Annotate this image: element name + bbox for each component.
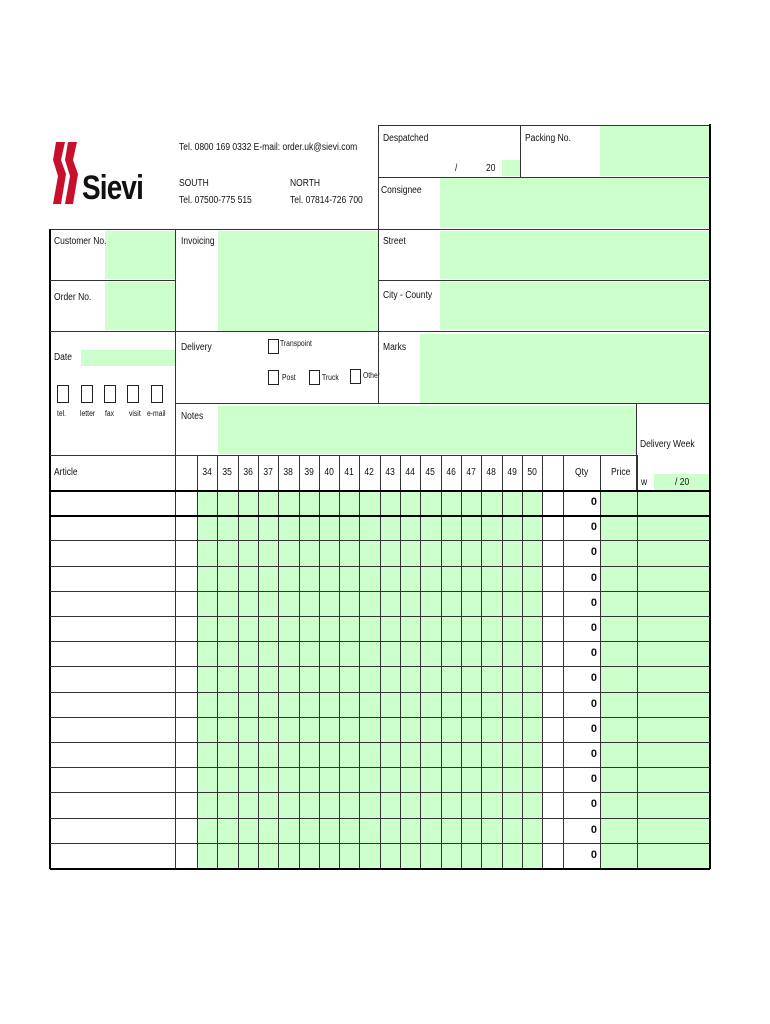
- invoicing-label: Invoicing: [181, 236, 215, 247]
- size-header-46: 46: [446, 467, 456, 478]
- fax-checkbox[interactable]: [104, 385, 116, 403]
- customer-no-label: Customer No.: [54, 236, 107, 247]
- notes-label: Notes: [181, 411, 204, 422]
- size-header-35: 35: [222, 467, 233, 478]
- date-label: Date: [54, 352, 72, 363]
- delivery-label: Delivery: [181, 342, 212, 353]
- order-no-field[interactable]: [105, 282, 175, 330]
- order-no-label: Order No.: [54, 292, 92, 303]
- size-header-44: 44: [405, 467, 415, 478]
- city-county-field[interactable]: [440, 282, 710, 330]
- despatched-label: Despatched: [383, 133, 429, 144]
- size-header-41: 41: [344, 467, 354, 478]
- qty-value: 0: [590, 571, 597, 584]
- size-header-42: 42: [364, 467, 375, 478]
- size-header-45: 45: [425, 467, 436, 478]
- price-header: Price: [611, 467, 631, 478]
- qty-value: 0: [590, 773, 597, 786]
- size-header-40: 40: [324, 467, 334, 478]
- email-label: e-mail: [147, 409, 166, 418]
- consignee-label: Consignee: [381, 185, 422, 196]
- size-header-43: 43: [385, 467, 395, 478]
- post-checkbox[interactable]: [268, 370, 279, 385]
- date-slash: /: [455, 163, 458, 174]
- marks-label: Marks: [383, 342, 407, 353]
- qty-value: 0: [590, 748, 597, 760]
- qty-value: 0: [590, 672, 597, 685]
- south-tel: Tel. 07500-775 515: [179, 195, 252, 206]
- letter-label: letter: [80, 409, 96, 418]
- qty-value: 0: [590, 496, 597, 508]
- size-header-38: 38: [283, 467, 294, 478]
- qty-value: 0: [590, 546, 597, 559]
- date-year: 20: [486, 163, 496, 174]
- qty-value: 0: [590, 647, 597, 660]
- despatched-year-field[interactable]: [502, 160, 520, 176]
- tel-checkbox[interactable]: [57, 385, 69, 403]
- consignee-field[interactable]: [440, 178, 710, 228]
- transpoint-label: Transpoint: [280, 339, 312, 348]
- size-header-39: 39: [303, 467, 314, 478]
- date-field[interactable]: [81, 350, 175, 366]
- sievi-logo: [50, 140, 160, 210]
- size-header-34: 34: [202, 467, 212, 478]
- contact-line: Tel. 0800 169 0332 E-mail: order.uk@sievi.com: [179, 142, 358, 153]
- transpoint-checkbox[interactable]: [268, 339, 279, 354]
- visit-checkbox[interactable]: [127, 385, 139, 403]
- post-label: Post: [282, 373, 296, 382]
- size-header-50: 50: [527, 467, 537, 478]
- north-tel: Tel. 07814-726 700: [290, 195, 363, 206]
- visit-label: visit: [129, 409, 141, 418]
- qty-value: 0: [590, 521, 597, 534]
- truck-checkbox[interactable]: [309, 370, 320, 385]
- packing-no-label: Packing No.: [525, 133, 571, 144]
- fax-label: fax: [105, 409, 115, 418]
- qty-header: Qty: [575, 467, 589, 478]
- south-label: SOUTH: [179, 178, 209, 189]
- city-county-label: City - County: [383, 290, 433, 301]
- truck-label: Truck: [322, 373, 339, 382]
- notes-field[interactable]: [218, 406, 636, 454]
- size-header-36: 36: [243, 467, 253, 478]
- email-checkbox[interactable]: [151, 385, 163, 403]
- qty-value: 0: [590, 722, 597, 735]
- size-header-37: 37: [263, 467, 273, 478]
- size-header-49: 49: [506, 467, 517, 478]
- week-year: / 20: [675, 477, 690, 488]
- size-header-47: 47: [466, 467, 476, 478]
- logo-wordmark: Sievi: [82, 169, 144, 207]
- letter-checkbox[interactable]: [81, 385, 93, 403]
- qty-value: 0: [590, 622, 597, 634]
- packing-no-field[interactable]: [600, 126, 710, 176]
- tel-label: tel.: [57, 409, 67, 418]
- other-checkbox[interactable]: [350, 369, 361, 384]
- other-label: Other: [363, 371, 381, 380]
- qty-value: 0: [590, 823, 597, 836]
- qty-value: 0: [590, 798, 597, 811]
- article-header: Article: [54, 467, 78, 478]
- size-header-48: 48: [486, 467, 497, 478]
- north-label: NORTH: [290, 178, 321, 189]
- week-prefix: w: [641, 477, 648, 488]
- street-field[interactable]: [440, 231, 710, 279]
- qty-value: 0: [590, 697, 597, 710]
- invoicing-field[interactable]: [218, 231, 378, 331]
- qty-value: 0: [590, 596, 597, 609]
- qty-value: 0: [590, 848, 597, 861]
- street-label: Street: [383, 236, 406, 247]
- delivery-week-label: Delivery Week: [640, 439, 695, 450]
- marks-field[interactable]: [420, 334, 710, 403]
- customer-no-field[interactable]: [105, 231, 175, 279]
